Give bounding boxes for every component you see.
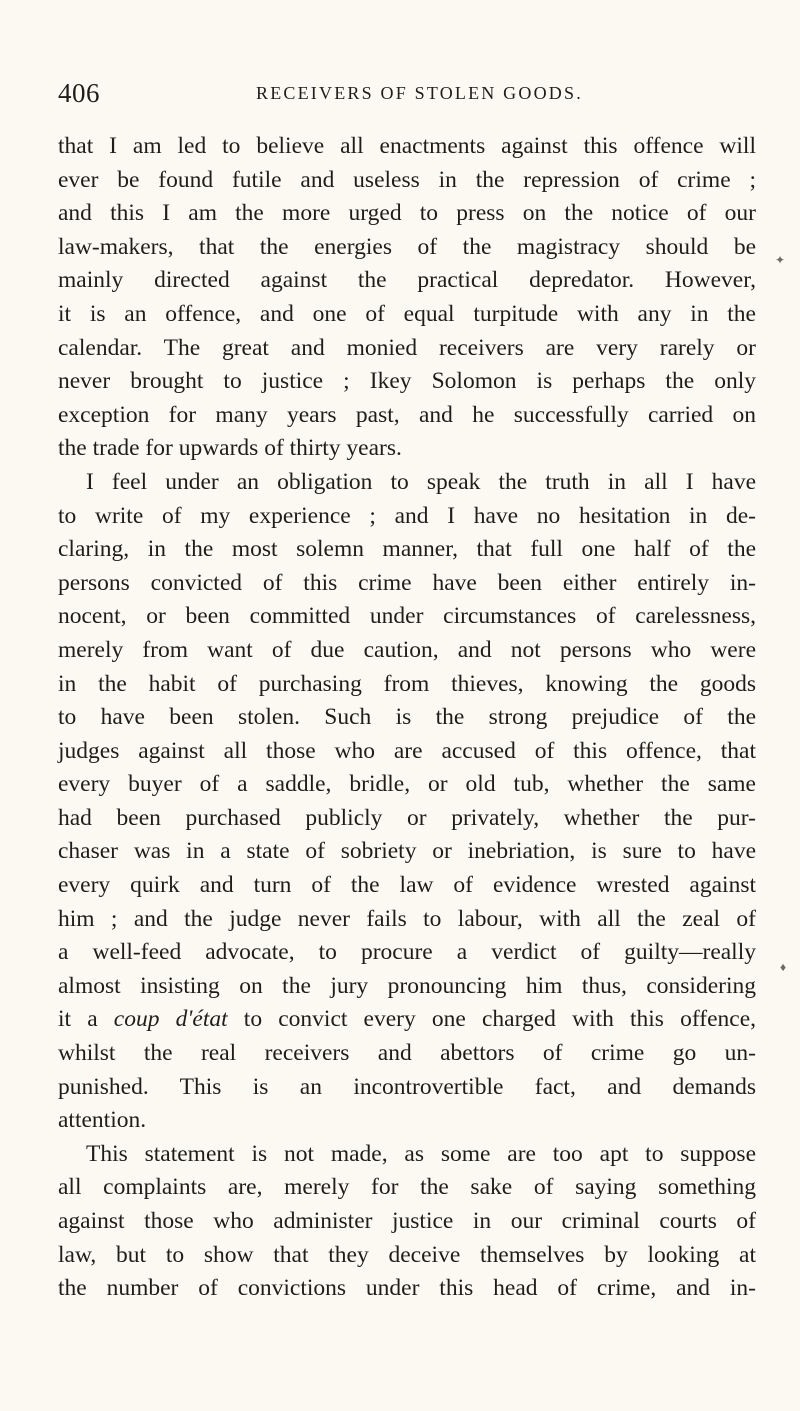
italic-phrase: coup d'état xyxy=(113,1006,228,1033)
text-line: attention. xyxy=(58,1107,147,1134)
text-segment: it a xyxy=(58,1006,114,1033)
text-line: exception for many years past, and he successfully carried on xyxy=(58,401,756,428)
text-line: every quirk and turn of the law of evidence wrested against xyxy=(58,872,756,899)
paragraph-start-line: This statement is not made, as some are too apt to suppose xyxy=(86,1140,756,1167)
text-line: judges against all those who are accused of this offence, that xyxy=(58,737,756,764)
paragraph-start-line: I feel under an obligation to speak the truth in all I have xyxy=(86,468,756,495)
text-line: it is an offence, and one of equal turpitude with any in the xyxy=(58,300,756,327)
text-line: to have been stolen. Such is the strong prejudice of the xyxy=(58,704,756,731)
margin-ink-mark: ✦ xyxy=(775,253,786,267)
text-line: calendar. The great and monied receivers are very rarely or xyxy=(58,334,756,361)
text-line: that I am led to believe all enactments against this offence will xyxy=(58,133,756,159)
body-text xyxy=(58,130,756,1306)
text-line: persons convicted of this crime have been either entirely in- xyxy=(58,569,756,596)
text-line: the number of convictions under this head of crime, and in- xyxy=(58,1275,756,1302)
text-line: and this I am the more urged to press on the notice of our xyxy=(58,200,756,227)
text-line: law-makers, that the energies of the magistracy should be xyxy=(58,233,756,260)
text-line: in the habit of purchasing from thieves, knowing the goods xyxy=(58,670,756,697)
text-segment: to convict every one charged with this offence, xyxy=(227,1006,756,1033)
running-title: RECEIVERS OF STOLEN GOODS. xyxy=(256,83,583,103)
page-number: 406 xyxy=(58,78,100,108)
text-line: nocent, or been committed under circumstances of carelessness, xyxy=(58,603,756,630)
text-line: every buyer of a saddle, bridle, or old tub, whether the same xyxy=(58,771,756,798)
text-line: him ; and the judge never fails to labour, with all the zeal of xyxy=(58,905,756,932)
text-line: a well-feed advocate, to procure a verdict of guilty—really xyxy=(58,939,756,966)
text-line: ever be found futile and useless in the repression of crime ; xyxy=(58,166,756,193)
text-line: against those who administer justice in our criminal courts of xyxy=(58,1208,756,1234)
text-line: chaser was in a state of sobriety or inebriation, is sure to have xyxy=(58,838,756,865)
running-head xyxy=(58,78,758,110)
text-line: almost insisting on the jury pronouncing him thus, considering xyxy=(58,972,756,999)
text-line: law, but to show that they deceive themselves by looking at xyxy=(58,1241,756,1268)
text-line: never brought to justice ; Ikey Solomon is perhaps the only xyxy=(58,368,756,395)
text-line: merely from want of due caution, and not persons who were xyxy=(58,636,756,663)
text-line: mainly directed against the practical depredator. However, xyxy=(58,267,756,294)
text-line: punished. This is an incontrovertible fact, and demands xyxy=(58,1073,756,1100)
text-line: whilst the real receivers and abettors of crime go un- xyxy=(58,1040,756,1067)
text-line: had been purchased publicly or privately, whether the pur- xyxy=(58,804,756,831)
text-line: claring, in the most solemn manner, that full one half of the xyxy=(58,536,756,563)
margin-ink-mark: ♦ xyxy=(780,960,787,974)
text-line: to write of my experience ; and I have no hesitation in de- xyxy=(58,502,756,529)
text-line: the trade for upwards of thirty years. xyxy=(58,435,402,462)
text-line-with-italic xyxy=(58,1003,756,1037)
text-line: all complaints are, merely for the sake of saying something xyxy=(58,1174,756,1201)
